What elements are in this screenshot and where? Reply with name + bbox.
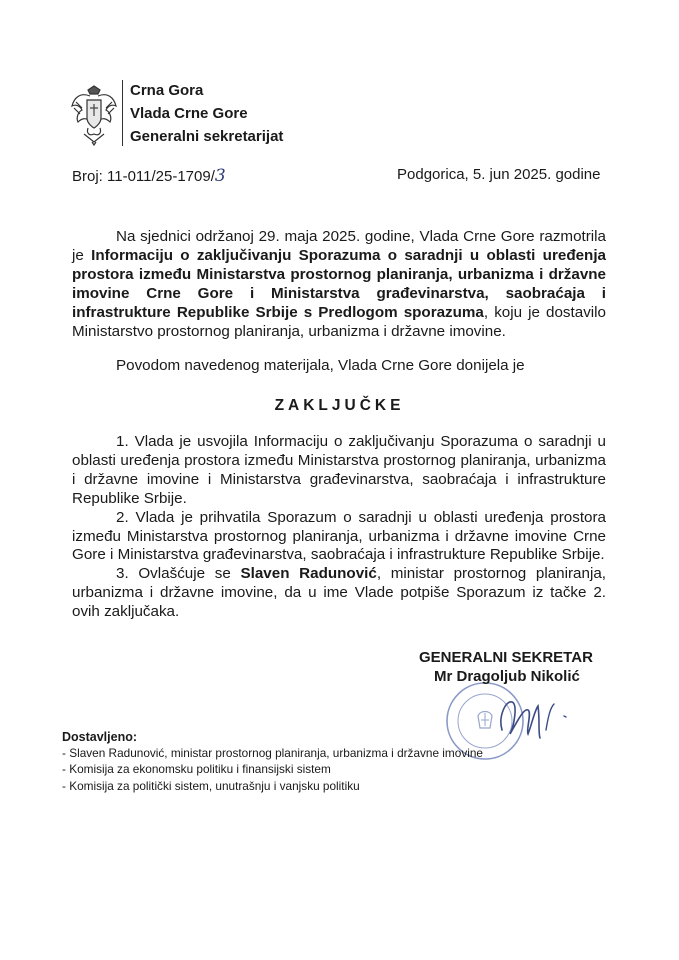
signatory-title: GENERALNI SEKRETAR <box>419 649 593 666</box>
reference-handwritten-suffix: 3 <box>214 166 226 186</box>
conclusion-item-3 <box>72 565 606 622</box>
conclusion-item-3-end: , ministar prostornog planiranja, urbanizma i državne imovine, da u ime Vlade potpiše Sporazum iz tačke 2. ovih zaključaka. <box>72 565 606 621</box>
intro-text-end: , koju je dostavilo Ministarstvo prostornog planiranja, urbanizma i državne imovine. <box>72 303 606 340</box>
secretariat-name: Generalni sekretarijat <box>130 128 284 145</box>
distribution-item: - Komisija za politički sistem, unutrašnju i vanjsku politiku <box>62 778 360 793</box>
reference-number <box>72 166 226 186</box>
distribution-list <box>62 745 483 794</box>
intro-text-start: Na sjednici održanoj 29. maja 2025. godine, Vlada Crne Gore razmotrila je <box>72 228 606 264</box>
distribution-item: - Komisija za ekonomsku politiku i finansijski sistem <box>62 762 331 777</box>
document-date: Podgorica, 5. jun 2025. godine <box>397 166 601 183</box>
conclusion-item-2: 2. Vlada je prihvatila Sporazum o saradnji u oblasti uređenja prostora između Ministarstva prostornog planiranja, urbanizma i državne imovine Crne Gore i Ministarstva građevinarstva, saobraćaja i infrastrukture Republike Srbije. <box>72 508 606 564</box>
signatory-name: Mr Dragoljub Nikolić <box>434 668 580 685</box>
reference-number-text: Broj: 11-011/25-1709/ <box>72 168 215 185</box>
intro-bold-title: Informaciju o zaključivanju Sporazuma o saradnji u oblasti uređenja prostora između Ministarstva prostornog planiranja, urbanizma i državne imovine Crne Gore i Ministarstva građevinarstva, saobraćaja i infrastrukture Republike Srbije s Predlogom sporazuma <box>72 246 606 321</box>
government-name: Vlada Crne Gore <box>130 105 248 122</box>
conclusions-list <box>72 433 606 622</box>
country-name: Crna Gora <box>130 82 204 99</box>
coat-of-arms-icon <box>70 84 118 146</box>
header-divider <box>122 80 123 146</box>
conclusion-item-1: 1. Vlada je usvojila Informaciju o zaključivanju Sporazuma o saradnji u oblasti uređenja prostora između Ministarstva prostornog planiranja, urbanizma i državne imovine i Ministarstva građevinarstva, saobraćaja i infrastrukture Republike Srbije. <box>72 433 606 507</box>
authorized-person-name: Slaven Radunović <box>240 565 377 583</box>
letterhead <box>130 79 283 148</box>
intro-paragraph <box>72 228 606 341</box>
conclusion-item-3-start: 3. Ovlašćuje se <box>116 565 241 583</box>
distribution-title: Dostavljeno: <box>62 730 138 744</box>
handwritten-signature <box>488 686 572 746</box>
distribution-item: - Slaven Radunović, ministar prostornog planiranja, urbanizma i državne imovine <box>62 746 483 760</box>
conclusions-title: ZAKLJUČKE <box>274 397 405 414</box>
intro-second-paragraph: Povodom navedenog materijala, Vlada Crne Gore donijela je <box>116 357 525 374</box>
